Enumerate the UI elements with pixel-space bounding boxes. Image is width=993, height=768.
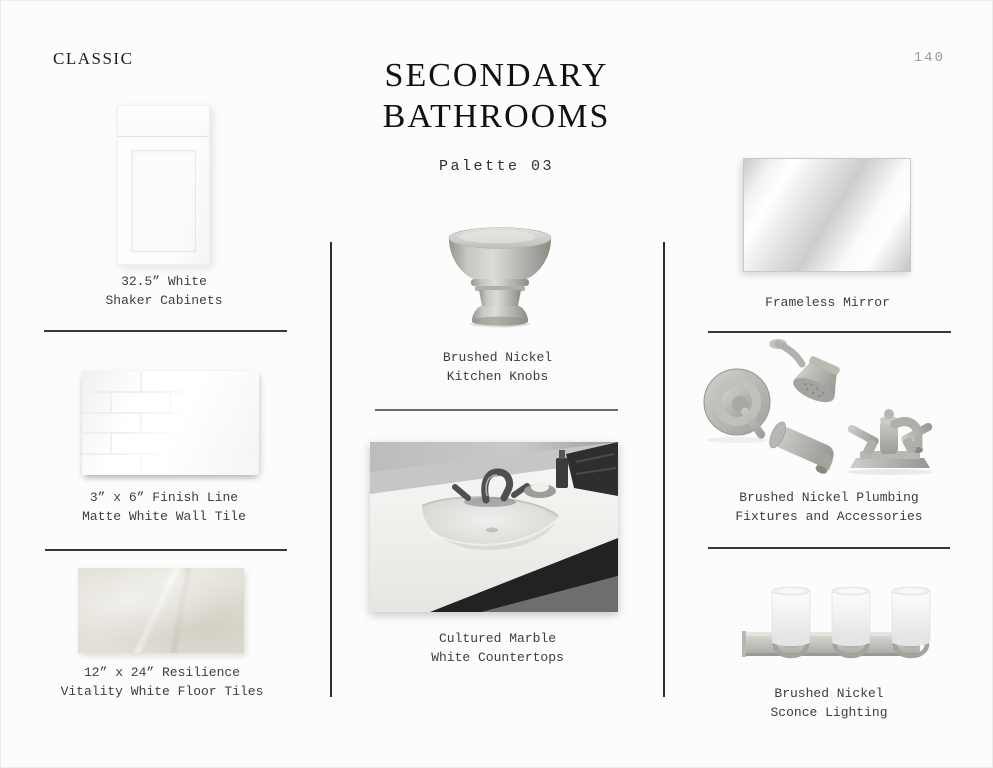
lavatory-faucet [841,409,939,475]
divider [375,409,618,411]
sconce-image [742,584,934,676]
page-title-line2: BATHROOMS [382,98,611,135]
vertical-divider-left [330,242,332,697]
palette-subtitle: Palette 03 [438,158,554,175]
tub-spout [765,420,839,476]
knob-image [447,226,553,328]
shower-head [769,339,846,407]
cabinet-drawer-front [118,106,209,137]
plumbing-image [700,336,940,486]
floor-tile-image [78,568,244,653]
divider [45,549,287,551]
knob-stem [479,290,521,306]
page-number: 140 [913,50,945,66]
countertop-image [370,442,618,612]
page-title-line1: SECONDARY [384,57,609,94]
sink-drain [486,528,498,533]
sconce-label: Brushed Nickel Sconce Lighting [770,686,888,720]
plumbing-label: Brushed Nickel Plumbing Fixtures and Accessories [735,490,923,524]
mirror-label: Frameless Mirror [765,295,890,310]
divider [708,547,950,549]
divider [708,331,951,333]
shower-valve-trim [704,369,770,440]
mirror-image [743,158,911,272]
knob-collar [471,279,529,286]
vertical-divider-right [663,242,665,697]
collection-name: CLASSIC [53,49,134,68]
wall-tile-image [82,371,259,475]
divider [44,330,287,332]
cabinet-image [117,105,210,265]
cabinet-door-panel [131,150,196,252]
wall-tile-label: 3” x 6” Finish Line Matte White Wall Tile [82,490,246,524]
cabinet-label: 32.5” White Shaker Cabinets [105,274,223,308]
knob-label: Brushed Nickel Kitchen Knobs [442,350,553,384]
sconce-lights [772,587,930,656]
countertop-label: Cultured Marble White Countertops [431,631,564,665]
subway-tile-pattern [82,371,259,475]
floor-tile-label: 12” x 24” Resilience Vitality White Floor Tiles [60,665,264,699]
